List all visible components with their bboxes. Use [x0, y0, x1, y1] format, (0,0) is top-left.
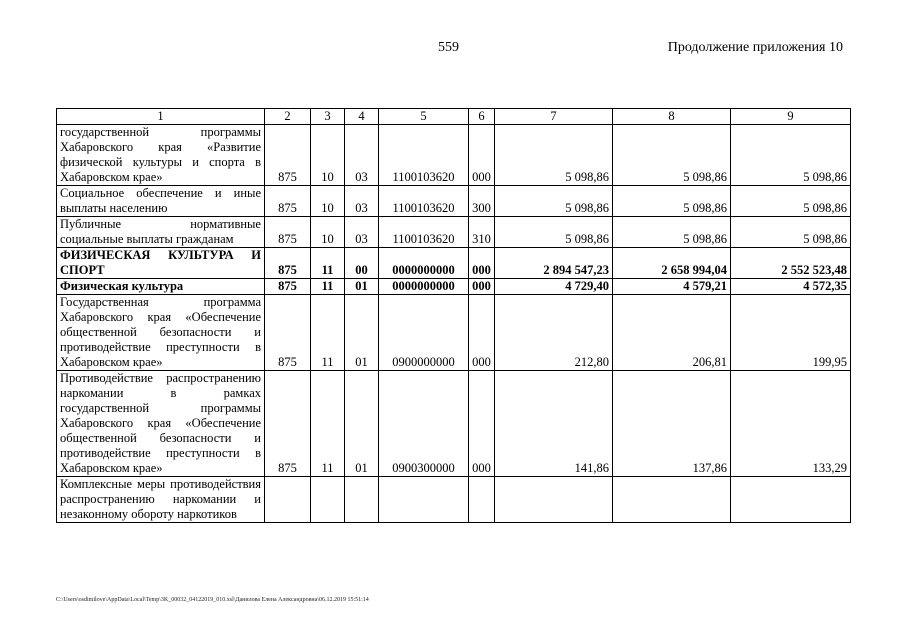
- cell-c6: 000: [469, 248, 495, 279]
- cell-c6: 000: [469, 125, 495, 186]
- cell-c9: [731, 477, 851, 523]
- table-row: [57, 371, 851, 477]
- cell-c7: 2 894 547,23: [495, 248, 613, 279]
- cell-c6: 000: [469, 279, 495, 295]
- cell-c5: 1100103620: [379, 217, 469, 248]
- cell-c9: 5 098,86: [731, 217, 851, 248]
- cell-c4: 01: [345, 295, 379, 371]
- cell-c2: 875: [265, 279, 311, 295]
- cell-c3: 10: [311, 186, 345, 217]
- table-row: [57, 186, 851, 217]
- cell-c9: 199,95: [731, 295, 851, 371]
- cell-c7: 141,86: [495, 371, 613, 477]
- cell-c2: 875: [265, 125, 311, 186]
- cell-c2: [265, 477, 311, 523]
- cell-c2: 875: [265, 186, 311, 217]
- cell-c6: 300: [469, 186, 495, 217]
- cell-c7: 5 098,86: [495, 217, 613, 248]
- column-header: 4: [345, 109, 379, 125]
- cell-c4: 03: [345, 186, 379, 217]
- column-header: 9: [731, 109, 851, 125]
- cell-c6: [469, 477, 495, 523]
- cell-c9: 4 572,35: [731, 279, 851, 295]
- cell-c8: 5 098,86: [613, 186, 731, 217]
- cell-c5: [379, 477, 469, 523]
- cell-c9: 133,29: [731, 371, 851, 477]
- cell-c4: [345, 477, 379, 523]
- continuation-label: Продолжение приложения 10: [667, 40, 843, 55]
- cell-c2: 875: [265, 217, 311, 248]
- cell-c3: [311, 477, 345, 523]
- cell-c7: 5 098,86: [495, 125, 613, 186]
- row-name: Комплексные меры противодействия распространению наркомании и незаконному обороту наркотиков: [57, 477, 265, 523]
- column-header: 5: [379, 109, 469, 125]
- column-header: 1: [57, 109, 265, 125]
- cell-c3: 11: [311, 371, 345, 477]
- cell-c2: 875: [265, 371, 311, 477]
- table-row: [57, 125, 851, 186]
- cell-c7: 4 729,40: [495, 279, 613, 295]
- column-header: 6: [469, 109, 495, 125]
- cell-c3: 11: [311, 248, 345, 279]
- cell-c8: 5 098,86: [613, 125, 731, 186]
- row-name: Социальное обеспечение и иные выплаты населению: [57, 186, 265, 217]
- page-number: 559: [438, 40, 459, 55]
- table-row: [57, 248, 851, 279]
- cell-c2: 875: [265, 295, 311, 371]
- cell-c6: 000: [469, 295, 495, 371]
- row-name: Физическая культура: [57, 279, 265, 295]
- cell-c3: 10: [311, 125, 345, 186]
- cell-c5: 0900300000: [379, 371, 469, 477]
- column-header: 7: [495, 109, 613, 125]
- cell-c9: 5 098,86: [731, 186, 851, 217]
- table-row: [57, 295, 851, 371]
- table-row: [57, 279, 851, 295]
- table-row: [57, 217, 851, 248]
- cell-c5: 1100103620: [379, 186, 469, 217]
- cell-c4: 03: [345, 125, 379, 186]
- cell-c5: 1100103620: [379, 125, 469, 186]
- cell-c8: 206,81: [613, 295, 731, 371]
- cell-c3: 10: [311, 217, 345, 248]
- cell-c7: [495, 477, 613, 523]
- cell-c3: 11: [311, 279, 345, 295]
- cell-c3: 11: [311, 295, 345, 371]
- cell-c2: 875: [265, 248, 311, 279]
- cell-c5: 0000000000: [379, 248, 469, 279]
- cell-c4: 01: [345, 279, 379, 295]
- budget-table: [56, 108, 851, 523]
- cell-c8: 5 098,86: [613, 217, 731, 248]
- cell-c8: [613, 477, 731, 523]
- table-row: [57, 477, 851, 523]
- row-name: государственной программы Хабаровского края «Развитие физической культуры и спорта в Хабаровском крае»: [57, 125, 265, 186]
- cell-c8: 2 658 994,04: [613, 248, 731, 279]
- cell-c4: 01: [345, 371, 379, 477]
- column-header: 2: [265, 109, 311, 125]
- cell-c6: 310: [469, 217, 495, 248]
- row-name: ФИЗИЧЕСКАЯ КУЛЬТУРА И СПОРТ: [57, 248, 265, 279]
- cell-c6: 000: [469, 371, 495, 477]
- row-name: Публичные нормативные социальные выплаты гражданам: [57, 217, 265, 248]
- cell-c4: 03: [345, 217, 379, 248]
- cell-c8: 4 579,21: [613, 279, 731, 295]
- footer-file-path: C:\Users\osdimilove\AppData\Local\Temp\3K_00032_04122019_010.xsl\Данилова Елена Александровна\06.12.2019 15:51:14: [56, 597, 369, 603]
- cell-c7: 5 098,86: [495, 186, 613, 217]
- row-name: Противодействие распространению наркомании в рамках государственной программы Хабаровского края «Обеспечение общественной безопасности и противодействие преступности в Хабаровском крае»: [57, 371, 265, 477]
- cell-c4: 00: [345, 248, 379, 279]
- cell-c9: 2 552 523,48: [731, 248, 851, 279]
- cell-c9: 5 098,86: [731, 125, 851, 186]
- column-header: 8: [613, 109, 731, 125]
- table-header-row: [57, 109, 851, 125]
- cell-c8: 137,86: [613, 371, 731, 477]
- row-name: Государственная программа Хабаровского края «Обеспечение общественной безопасности и противодействие преступности в Хабаровском крае»: [57, 295, 265, 371]
- cell-c5: 0900000000: [379, 295, 469, 371]
- cell-c5: 0000000000: [379, 279, 469, 295]
- column-header: 3: [311, 109, 345, 125]
- cell-c7: 212,80: [495, 295, 613, 371]
